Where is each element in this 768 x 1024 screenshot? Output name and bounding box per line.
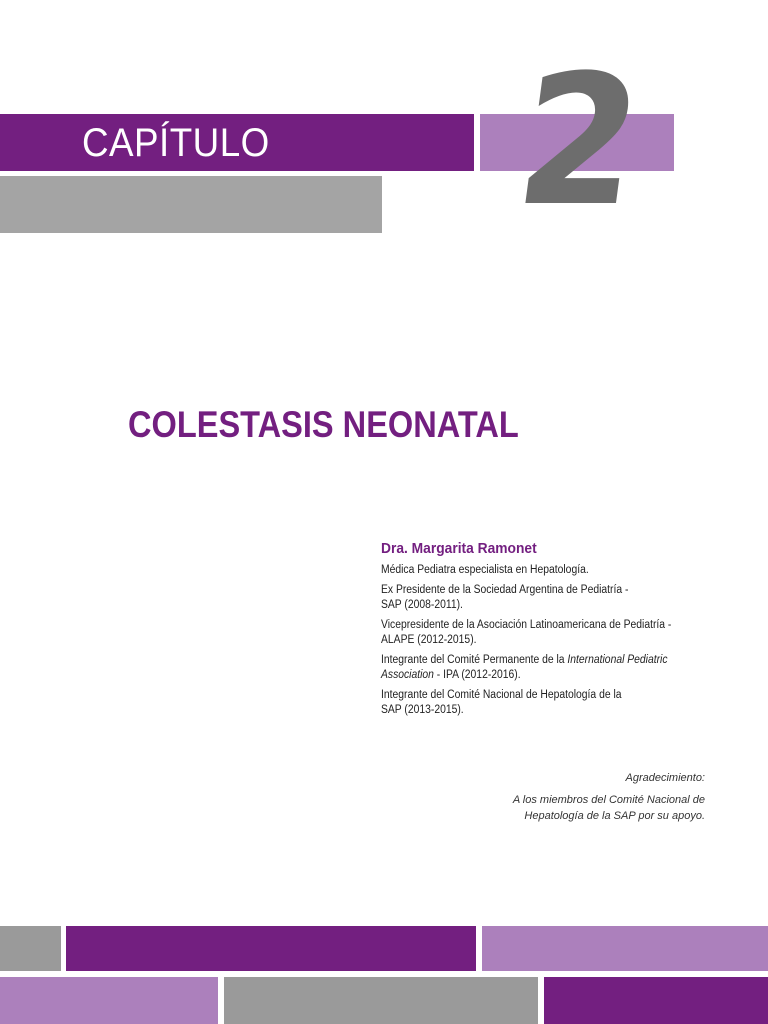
chapter-number: 2 [506,37,648,246]
acknowledgement-heading: Agradecimiento: [625,772,705,784]
chapter-title: COLESTASIS NEONATAL [128,404,519,445]
credential-item [381,563,714,578]
credential-item [381,653,714,683]
credential-line: ALAPE (2012-2015). [381,634,477,646]
author-name: Dra. Margarita Ramonet [381,540,537,557]
acknowledgement [513,770,705,824]
credential-item [381,583,714,613]
credential-line: SAP (2008-2011). [381,599,463,611]
acknowledgement-line: Hepatología de la SAP por su apoyo. [524,810,705,822]
footer-gray-block-left [0,926,61,971]
header-gray-bar [0,176,382,233]
credential-item [381,688,714,718]
footer-lilac-bar-left [0,977,218,1024]
footer-lilac-bar-right [482,926,768,971]
credential-line: SAP (2013-2015). [381,704,464,716]
credential-italic-text: International Pediatric [567,654,668,666]
credential-text: Integrante del Comité Permanente de la [381,654,568,666]
footer-purple-bar [66,926,476,971]
credential-line [381,653,714,668]
credential-line: Vicepresidente de la Asociación Latinoamericana de Pediatría - [381,619,672,631]
chapter-label: CAPÍTULO [82,121,270,165]
author-block [381,540,721,723]
acknowledgement-line: A los miembros del Comité Nacional de [512,794,705,806]
credential-line [381,668,714,683]
footer-gray-bar [224,977,538,1024]
credential-text: - IPA (2012-2016). [433,669,521,681]
credential-line: Ex Presidente de la Sociedad Argentina de Pediatría - [381,584,629,596]
credential-line: Integrante del Comité Nacional de Hepatología de la [381,689,622,701]
credential-italic-text: Association [381,669,434,681]
footer-purple-block-right [544,977,768,1024]
credential-line: Médica Pediatra especialista en Hepatología. [381,564,589,576]
credential-item [381,618,714,648]
